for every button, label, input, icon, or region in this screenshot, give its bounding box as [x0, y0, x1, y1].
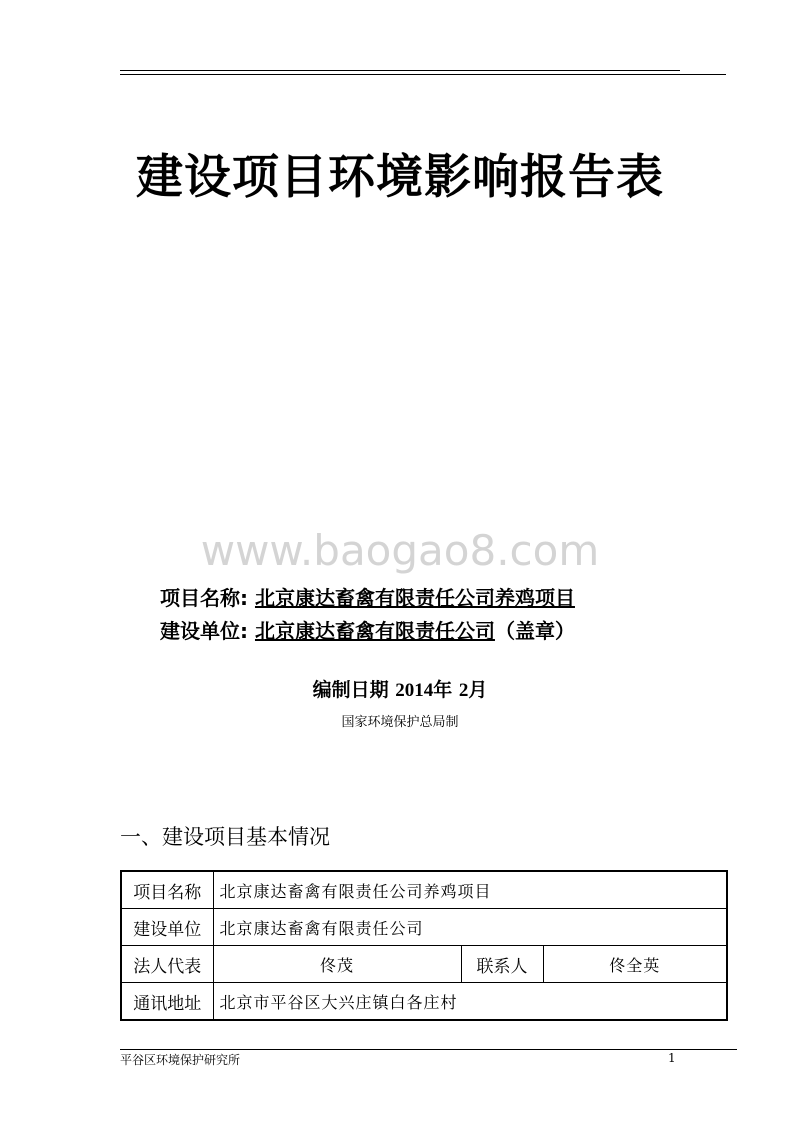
table-value: 佟茂 [213, 946, 461, 983]
construction-unit-value: 北京康达畜禽有限责任公司 [254, 619, 495, 643]
table-row [121, 946, 727, 983]
table-contact-label: 联系人 [461, 946, 543, 983]
compile-month-unit: 月 [468, 679, 488, 701]
page-number: 1 [668, 1051, 676, 1065]
header-rule-2 [120, 74, 726, 75]
table-value: 北京市平谷区大兴庄镇白各庄村 [213, 983, 727, 1021]
compile-date-label: 编制日期 [312, 679, 389, 701]
compile-month: 2 [458, 680, 469, 701]
table-row [121, 983, 727, 1021]
table-contact-value: 佟全英 [543, 946, 727, 983]
section-heading: 一、建设项目基本情况 [120, 825, 330, 849]
seal-note: （盖章） [494, 619, 575, 643]
basic-info-table [120, 870, 728, 1021]
document-title: 建设项目环境影响报告表 [136, 150, 664, 205]
table-row [121, 871, 727, 909]
compile-year-unit: 年 [433, 679, 453, 701]
table-label: 法人代表 [121, 946, 213, 983]
table-label: 建设单位 [121, 909, 213, 946]
table-row [121, 909, 727, 946]
table-label: 通讯地址 [121, 983, 213, 1021]
table-value: 北京康达畜禽有限责任公司养鸡项目 [213, 871, 727, 909]
compile-date [0, 676, 800, 705]
project-name-label: 项目名称: [160, 586, 248, 610]
project-name-value: 北京康达畜禽有限责任公司养鸡项目 [254, 586, 575, 610]
compile-year: 2014 [395, 680, 434, 701]
project-name-row [160, 584, 575, 612]
header-rule-1 [120, 70, 680, 71]
table-label: 项目名称 [121, 871, 213, 909]
footer-rule [120, 1049, 737, 1050]
table-value: 北京康达畜禽有限责任公司 [213, 909, 727, 946]
watermark: www.baogao8.com [200, 526, 600, 575]
footer-org: 平谷区环境保护研究所 [120, 1053, 241, 1067]
issuer-line: 国家环境保护总局制 [341, 715, 459, 730]
construction-unit-row [160, 617, 575, 645]
construction-unit-label: 建设单位: [160, 619, 248, 643]
